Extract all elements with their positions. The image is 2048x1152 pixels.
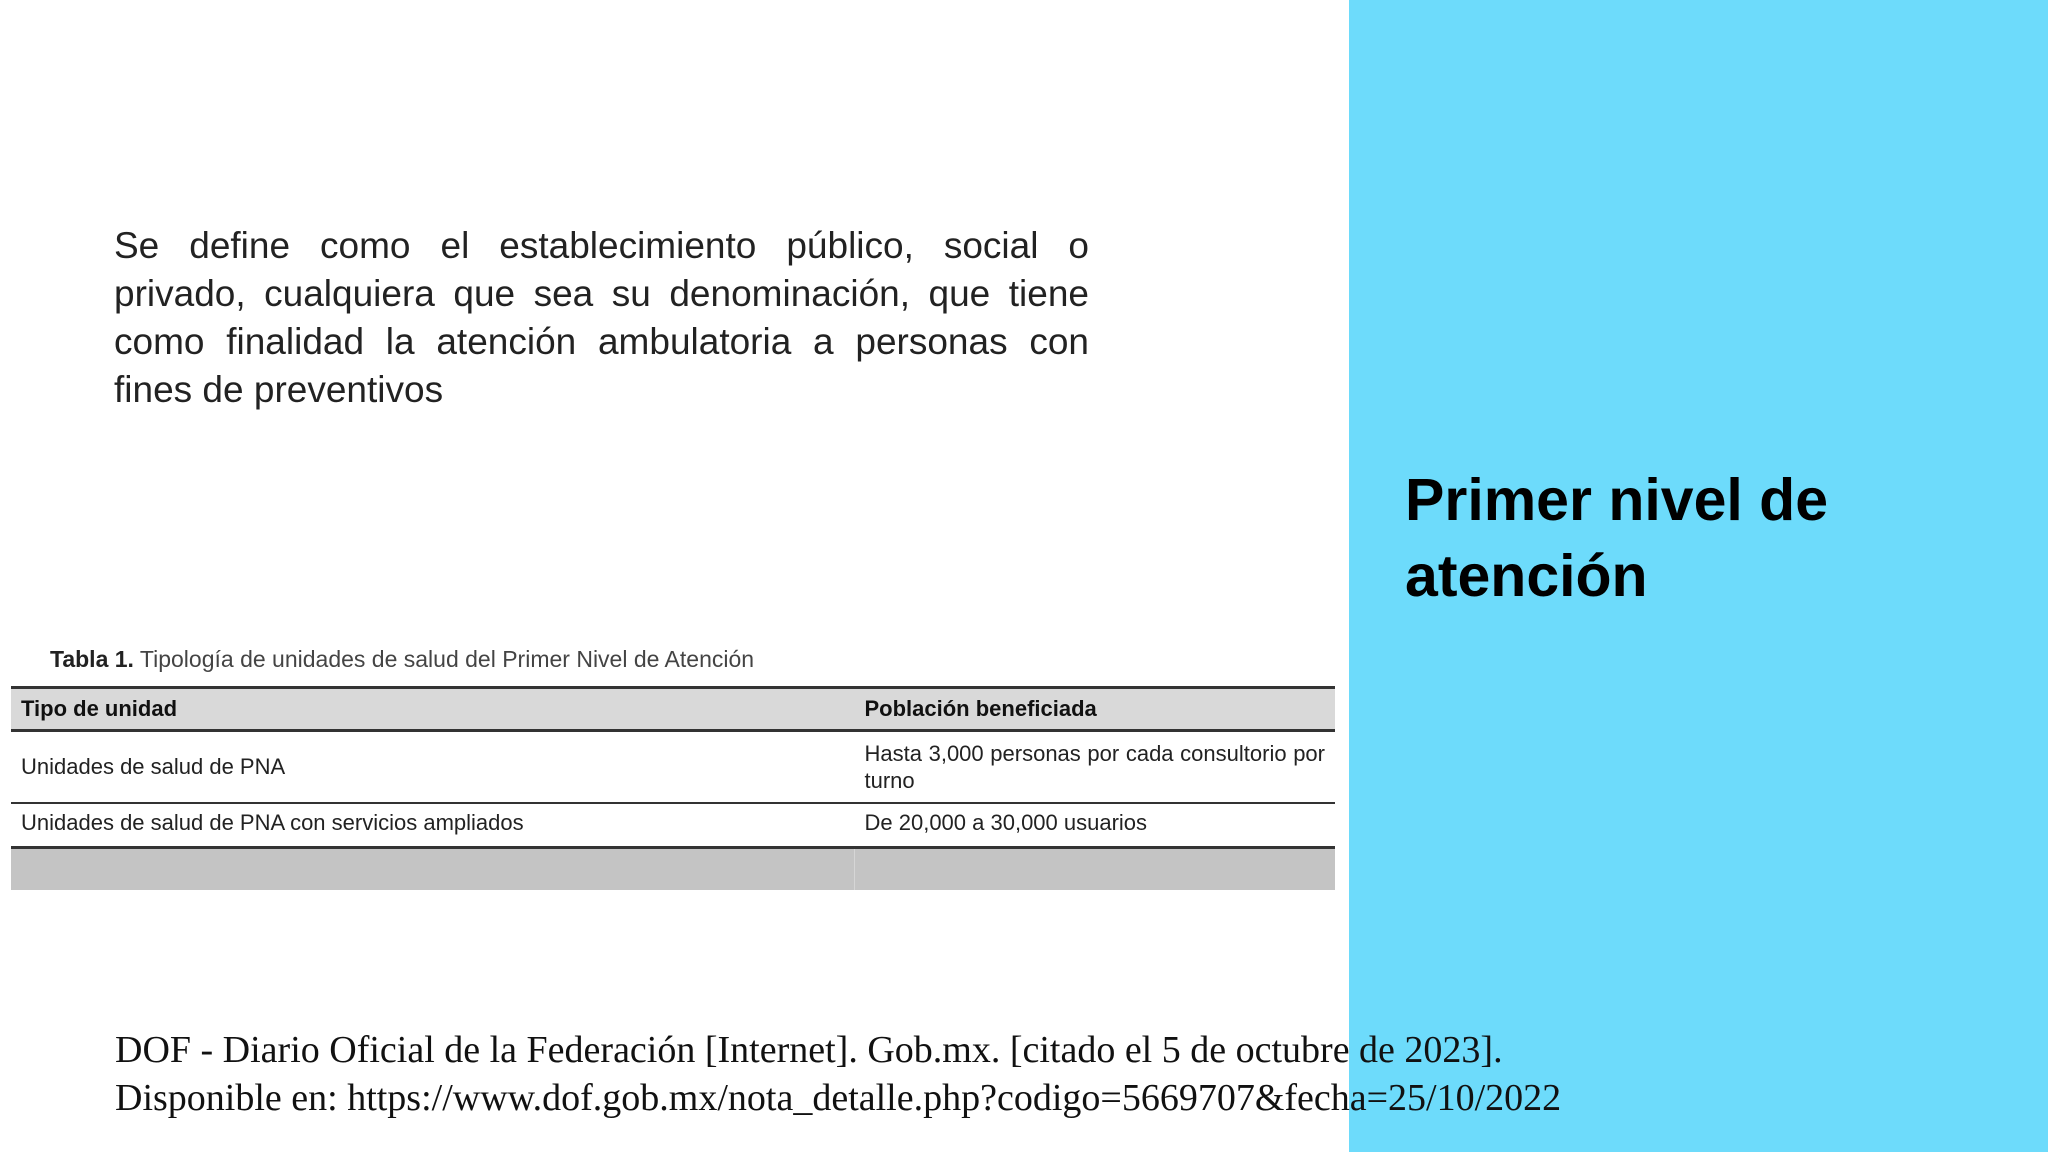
table-cell-tipo: Unidades de salud de PNA con servicios ampliados [21, 809, 524, 835]
citation-line-1: DOF - Diario Oficial de la Federación [Internet]. Gob.mx. [citado el 5 de octubre de 2023]. [115, 1029, 1503, 1071]
table-cell-poblacion: Hasta 3,000 personas por cada consultorio por turno [864, 740, 1325, 793]
table-cell-tipo: Unidades de salud de PNA [21, 753, 286, 779]
section-title: Primer nivel de atención [1405, 467, 1829, 609]
header-poblacion-beneficiada: Población beneficiada [864, 696, 1097, 721]
definition-paragraph: Se define como el establecimiento público, social o privado, cualquiera que sea su denominación, que tiene como finalidad la atención ambulatoria a personas con fines de preventivos [114, 225, 1089, 410]
table-cell-poblacion: De 20,000 a 30,000 usuarios [864, 809, 1148, 835]
citation [115, 1026, 1561, 1122]
citation-line-2: Disponible en: https://www.dof.gob.mx/nota_detalle.php?codigo=5669707&fecha=25/10/2022 [115, 1077, 1562, 1119]
header-tipo-de-unidad: Tipo de unidad [21, 696, 178, 721]
table-row [11, 731, 1335, 803]
table-footer-cell [11, 848, 855, 890]
table-header-row [11, 688, 1335, 731]
table-footer-row [11, 848, 1335, 890]
table-footer-cell [855, 848, 1336, 890]
table-caption-label: Tabla 1. [50, 646, 134, 672]
table-caption-text: Tipología de unidades de salud del Primer Nivel de Atención [133, 646, 755, 672]
table-row [11, 803, 1335, 848]
table-caption [50, 644, 754, 674]
health-units-table [11, 686, 1335, 890]
